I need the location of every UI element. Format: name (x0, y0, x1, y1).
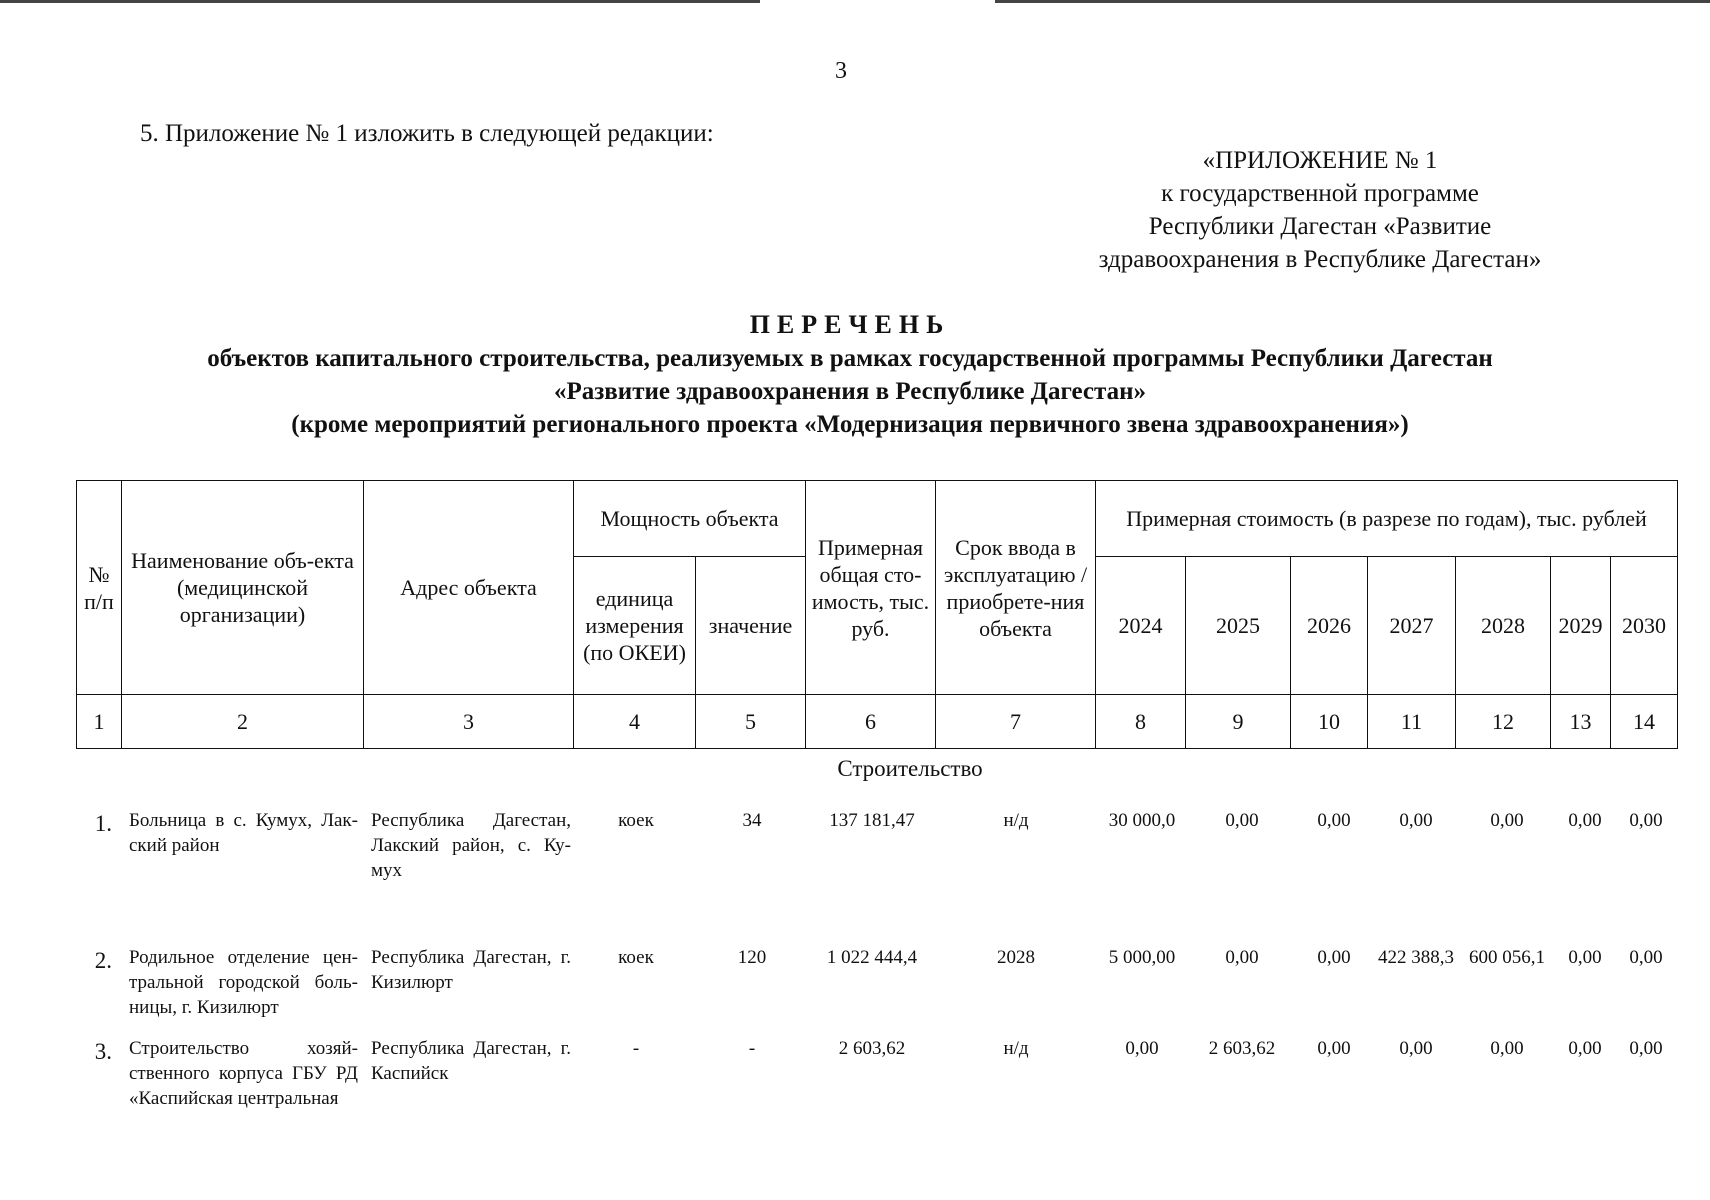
capacity-value: - (748, 1038, 756, 1059)
scan-edge-left (0, 0, 760, 3)
cost-year-2026: 0,00 (1317, 810, 1351, 831)
total-cost: 137 181,47 (829, 810, 915, 831)
column-number: 12 (1456, 695, 1551, 749)
header-year: 2024 (1096, 557, 1186, 695)
row-number: 1. (94, 811, 112, 836)
title-line-3: (кроме мероприятий регионального проекта «Модернизация первичного звена здравоохранения») (291, 411, 1409, 438)
document-title (80, 308, 1620, 441)
capacity-unit: коек (618, 947, 654, 968)
column-number: 6 (806, 695, 936, 749)
commission-date: н/д (1003, 1038, 1029, 1059)
column-number: 13 (1551, 695, 1611, 749)
object-address: Республика Дагестан, г. Кизилюрт (371, 947, 571, 993)
appendix-heading (1000, 144, 1640, 276)
cost-year-2024: 30 000,0 (1108, 810, 1176, 831)
column-number: 8 (1096, 695, 1186, 749)
cost-year-2025: 0,00 (1225, 947, 1259, 968)
column-number: 10 (1291, 695, 1368, 749)
header-year: 2026 (1291, 557, 1368, 695)
column-number: 9 (1186, 695, 1291, 749)
column-number: 3 (364, 695, 574, 749)
total-cost: 2 603,62 (838, 1038, 906, 1059)
header-name: Наименование объ-екта (медицинской организации) (122, 481, 364, 695)
cost-year-2026: 0,00 (1317, 1038, 1351, 1059)
column-number: 14 (1611, 695, 1678, 749)
column-number: 2 (122, 695, 364, 749)
total-cost: 1 022 444,4 (826, 947, 918, 968)
capacity-value: 120 (737, 947, 767, 968)
commission-date: 2028 (997, 947, 1035, 968)
cost-year-2024: 0,00 (1125, 1038, 1159, 1059)
cost-year-2027: 0,00 (1399, 810, 1433, 831)
header-year: 2025 (1186, 557, 1291, 695)
column-number: 5 (696, 695, 806, 749)
header-year: 2028 (1456, 557, 1551, 695)
header-address: Адрес объекта (364, 481, 574, 695)
cost-year-2026: 0,00 (1317, 947, 1351, 968)
header-year: 2027 (1368, 557, 1456, 695)
header-year: 2030 (1611, 557, 1678, 695)
cost-year-2027: 0,00 (1399, 1038, 1433, 1059)
object-address: Республика Дагестан, Лакский район, с. Ку-мух (371, 810, 571, 881)
capacity-unit: коек (618, 810, 654, 831)
cost-year-2029: 0,00 (1568, 947, 1602, 968)
capacity-unit: - (632, 1038, 640, 1059)
appendix-line-4: здравоохранения в Республике Дагестан» (1098, 246, 1542, 273)
object-name: Родильное отделение цен-тральной городской боль-ницы, г. Кизилюрт (129, 947, 358, 1018)
objects-table-header (76, 480, 1678, 749)
cost-year-2029: 0,00 (1568, 1038, 1602, 1059)
cost-year-2028: 0,00 (1490, 1038, 1524, 1059)
cost-year-2029: 0,00 (1568, 810, 1602, 831)
appendix-line-3: Республики Дагестан «Развитие (1148, 213, 1492, 240)
column-number: 4 (574, 695, 696, 749)
title-line-2: «Развитие здравоохранения в Республике Дагестан» (553, 378, 1146, 405)
intro-paragraph: 5. Приложение № 1 изложить в следующей редакции: (140, 120, 714, 147)
column-number: 7 (936, 695, 1096, 749)
cost-year-2025: 0,00 (1225, 810, 1259, 831)
header-no: № п/п (77, 481, 122, 695)
appendix-line-2: к государственной программе (1161, 180, 1479, 207)
cost-year-2024: 5 000,00 (1108, 947, 1176, 968)
scan-edge-right (995, 0, 1710, 3)
capacity-value: 34 (742, 810, 762, 831)
header-capacity: Мощность объекта (574, 481, 806, 557)
title-line-1: объектов капитального строительства, реализуемых в рамках государственной программы Республики Дагестан (207, 345, 1493, 372)
header-commission-date: Срок ввода в эксплуатацию / приобрете-ния объекта (936, 481, 1096, 695)
page-number: 3 (835, 58, 847, 84)
commission-date: н/д (1003, 810, 1029, 831)
cost-year-2027: 422 388,3 (1378, 947, 1454, 968)
title-main: ПЕРЕЧЕНЬ (749, 310, 951, 339)
column-number: 1 (77, 695, 122, 749)
header-cost-by-year: Примерная стоимость (в разрезе по годам), тыс. рублей (1096, 481, 1678, 557)
column-number: 11 (1368, 695, 1456, 749)
cost-year-2030: 0,00 (1629, 947, 1663, 968)
header-value: значение (696, 557, 806, 695)
object-address: Республика Дагестан, г. Каспийск (371, 1038, 571, 1084)
row-number: 2. (94, 948, 112, 973)
cost-year-2030: 0,00 (1629, 1038, 1663, 1059)
object-name: Строительство хозяй-ственного корпуса ГБУ РД «Каспийская центральная (129, 1038, 358, 1109)
header-total-cost: Примерная общая сто-имость, тыс. руб. (806, 481, 936, 695)
section-heading: Строительство (837, 756, 983, 781)
cost-year-2028: 0,00 (1490, 810, 1524, 831)
object-name: Больница в с. Кумух, Лак-ский район (129, 810, 358, 856)
cost-year-2030: 0,00 (1629, 810, 1663, 831)
cost-year-2025: 2 603,62 (1208, 1038, 1276, 1059)
cost-year-2028: 600 056,1 (1469, 947, 1545, 968)
row-number: 3. (94, 1039, 112, 1064)
header-unit: единица измерения (по ОКЕИ) (574, 557, 696, 695)
header-year: 2029 (1551, 557, 1611, 695)
appendix-line-1: «ПРИЛОЖЕНИЕ № 1 (1202, 147, 1438, 174)
